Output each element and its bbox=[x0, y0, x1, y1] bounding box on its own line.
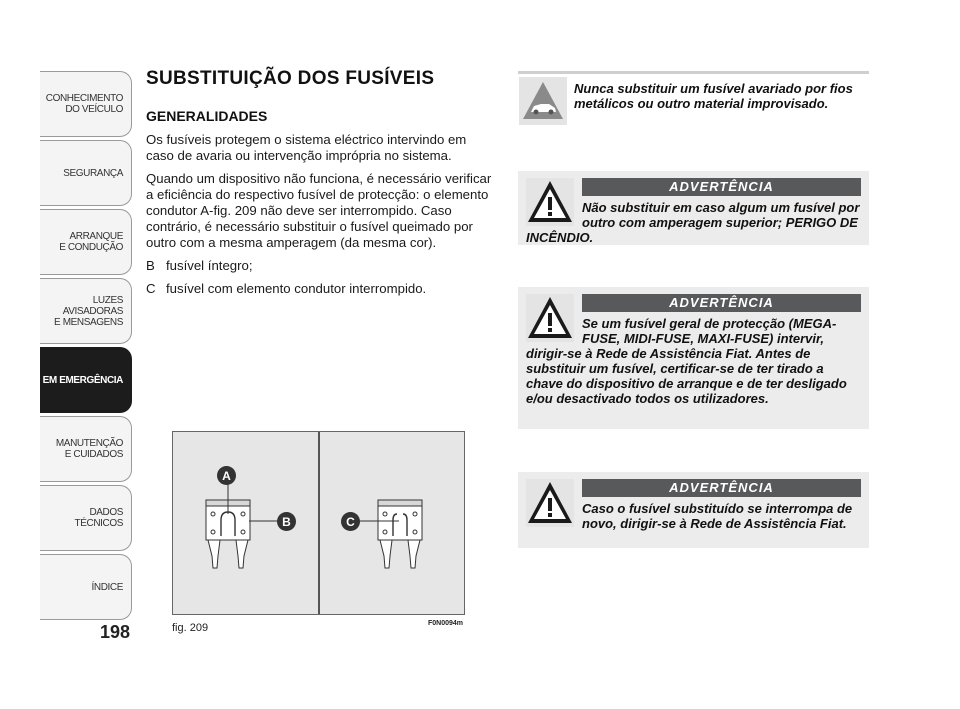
list-key: B bbox=[146, 258, 155, 273]
paragraph-check: Quando um dispositivo não funciona, é necessário verificar a eficiência do respectivo fusível de protecção: o elemento condutor A-fig. 209 não deve ser interrompido. Caso contrário, é necessário substituir o fusível queimado por outro com a mesma amperagem (da mesma cor). bbox=[146, 171, 492, 250]
warning-heading: ADVERTÊNCIA bbox=[582, 479, 861, 497]
section-subtitle: GENERALIDADES bbox=[146, 108, 268, 124]
warning-box-2 bbox=[518, 287, 869, 429]
tab-seguranca[interactable]: SEGURANÇA bbox=[40, 140, 132, 206]
warning-triangle-icon bbox=[526, 479, 574, 527]
note-text: Nunca substituir um fusível avariado por fios metálicos ou outro material improvisado. bbox=[574, 81, 853, 111]
fuse-figure bbox=[172, 431, 465, 615]
warning-text: Se um fusível geral de protecção (MEGA-FUSE, MIDI-FUSE, MAXI-FUSE) intervir, dirigir-se à Rede de Assistência Fiat. Antes de substituir um fusível, certificar-se de ter tirado a chave do dispositivo de arranque e de ter desligado e/ou desactivado todos os utilizadores. bbox=[526, 316, 847, 406]
car-note-icon bbox=[519, 77, 567, 125]
list-text: fusível íntegro; bbox=[166, 258, 253, 273]
warning-heading: ADVERTÊNCIA bbox=[582, 178, 861, 196]
warning-heading: ADVERTÊNCIA bbox=[582, 294, 861, 312]
tab-conhecimento-do-veiculo[interactable]: CONHECIMENTO DO VEÍCULO bbox=[40, 71, 132, 137]
figure-code: F0N0094m bbox=[428, 620, 464, 627]
warning-text: Caso o fusível substituído se interrompa de novo, dirigir-se à Rede de Assistência Fiat. bbox=[582, 501, 853, 531]
list-text: fusível com elemento condutor interrompido. bbox=[166, 281, 427, 296]
callout-leader-lines bbox=[173, 432, 464, 614]
callout-b: B bbox=[277, 512, 296, 531]
list-key: C bbox=[146, 281, 156, 296]
page-number: 198 bbox=[100, 622, 131, 642]
page-title: SUBSTITUIÇÃO DOS FUSÍVEIS bbox=[146, 68, 435, 89]
tab-indice[interactable]: ÍNDICE bbox=[40, 554, 132, 620]
warning-triangle-icon bbox=[526, 294, 574, 342]
tab-dados-tecnicos[interactable]: DADOS TÉCNICOS bbox=[40, 485, 132, 551]
figure-caption: fig. 209 bbox=[172, 622, 209, 634]
list-item bbox=[146, 258, 496, 274]
note-box bbox=[518, 77, 869, 131]
warning-box-1 bbox=[518, 171, 869, 245]
main-content bbox=[146, 68, 496, 304]
callout-c: C bbox=[341, 512, 360, 531]
top-rule bbox=[518, 71, 869, 74]
tab-luzes-avisadoras[interactable]: LUZES AVISADORAS E MENSAGENS bbox=[40, 278, 132, 344]
tab-em-emergencia[interactable]: EM EMERGÊNCIA bbox=[40, 347, 132, 413]
paragraph-intro: Os fusíveis protegem o sistema eléctrico intervindo em caso de avaria ou intervenção imprópria no sistema. bbox=[146, 132, 467, 163]
tab-arranque-e-conducao[interactable]: ARRANQUE E CONDUÇÃO bbox=[40, 209, 132, 275]
warning-text: Não substituir em caso algum um fusível por outro com amperagem superior; PERIGO DE INCÊNDIO. bbox=[526, 200, 860, 245]
list-item bbox=[146, 281, 496, 297]
tab-manutencao-e-cuidados[interactable]: MANUTENÇÃO E CUIDADOS bbox=[40, 416, 132, 482]
warning-triangle-icon bbox=[526, 178, 574, 226]
callout-a: A bbox=[217, 466, 236, 485]
warning-box-3 bbox=[518, 472, 869, 548]
